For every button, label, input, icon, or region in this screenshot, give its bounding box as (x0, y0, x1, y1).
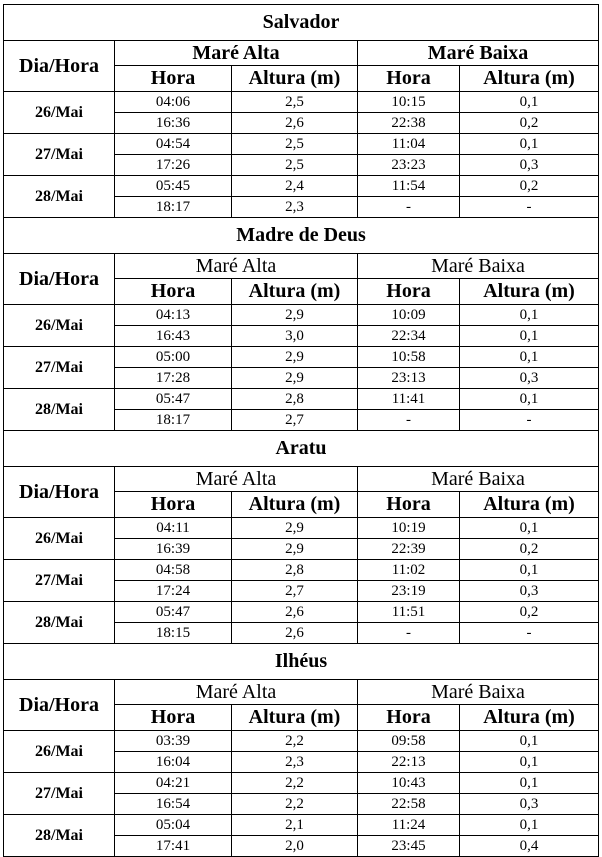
low-tide-time: 10:09 (358, 305, 460, 326)
low-tide-height: - (460, 623, 599, 644)
low-tide-time: 11:24 (358, 815, 460, 836)
low-tide-time: 11:02 (358, 560, 460, 581)
low-tide-time: 23:19 (358, 581, 460, 602)
high-tide-time: 04:06 (115, 92, 232, 113)
high-tide-time: 05:04 (115, 815, 232, 836)
mare-baixa-header: Maré Baixa (358, 41, 599, 66)
low-tide-time: 22:58 (358, 794, 460, 815)
low-tide-height: 0,1 (460, 389, 599, 410)
low-tide-height: 0,1 (460, 134, 599, 155)
low-tide-time: 23:45 (358, 836, 460, 857)
low-tide-height: - (460, 197, 599, 218)
section-title-row (4, 5, 599, 41)
altura-header: Altura (m) (460, 279, 599, 305)
high-tide-time: 04:11 (115, 518, 232, 539)
high-tide-height: 3,0 (232, 326, 358, 347)
mare-alta-header: Maré Alta (115, 254, 358, 279)
section-title-row (4, 218, 599, 254)
altura-header: Altura (m) (232, 705, 358, 731)
low-tide-height: 0,2 (460, 176, 599, 197)
tide-tables (3, 4, 599, 857)
section-title: Madre de Deus (4, 218, 599, 254)
high-tide-time: 18:17 (115, 197, 232, 218)
low-tide-height: 0,3 (460, 155, 599, 176)
section-title: Salvador (4, 5, 599, 41)
low-tide-time: 23:13 (358, 368, 460, 389)
high-tide-height: 2,9 (232, 518, 358, 539)
high-tide-height: 2,8 (232, 389, 358, 410)
low-tide-height: 0,4 (460, 836, 599, 857)
tide-table (3, 4, 599, 857)
mare-baixa-header: Maré Baixa (358, 254, 599, 279)
low-tide-height: 0,3 (460, 581, 599, 602)
high-tide-time: 18:15 (115, 623, 232, 644)
low-tide-time: - (358, 197, 460, 218)
high-tide-height: 2,6 (232, 113, 358, 134)
table-row (4, 389, 599, 410)
high-tide-time: 04:54 (115, 134, 232, 155)
high-tide-height: 2,5 (232, 155, 358, 176)
low-tide-height: 0,3 (460, 368, 599, 389)
section-title-row (4, 431, 599, 467)
dia-hora-header: Dia/Hora (4, 467, 115, 518)
mare-baixa-header: Maré Baixa (358, 680, 599, 705)
low-tide-time: 11:41 (358, 389, 460, 410)
altura-header: Altura (m) (460, 66, 599, 92)
table-row (4, 134, 599, 155)
low-tide-time: 22:34 (358, 326, 460, 347)
high-tide-height: 2,9 (232, 539, 358, 560)
day-cell: 26/Mai (4, 92, 115, 134)
mare-alta-header: Maré Alta (115, 680, 358, 705)
high-tide-height: 2,7 (232, 581, 358, 602)
low-tide-time: 22:39 (358, 539, 460, 560)
mare-alta-header: Maré Alta (115, 41, 358, 66)
section-title: Ilhéus (4, 644, 599, 680)
day-cell: 26/Mai (4, 731, 115, 773)
high-tide-height: 2,2 (232, 731, 358, 752)
day-cell: 27/Mai (4, 347, 115, 389)
hora-header: Hora (358, 66, 460, 92)
low-tide-time: 09:58 (358, 731, 460, 752)
high-tide-time: 16:54 (115, 794, 232, 815)
section-title-row (4, 644, 599, 680)
low-tide-height: 0,1 (460, 752, 599, 773)
table-row (4, 305, 599, 326)
high-tide-time: 05:47 (115, 602, 232, 623)
low-tide-height: 0,3 (460, 794, 599, 815)
high-tide-height: 2,8 (232, 560, 358, 581)
low-tide-height: 0,1 (460, 815, 599, 836)
table-row (4, 560, 599, 581)
high-tide-height: 2,9 (232, 305, 358, 326)
low-tide-height: 0,1 (460, 347, 599, 368)
hora-header: Hora (115, 279, 232, 305)
high-tide-height: 2,6 (232, 602, 358, 623)
low-tide-time: 22:13 (358, 752, 460, 773)
day-cell: 27/Mai (4, 560, 115, 602)
high-tide-height: 2,2 (232, 773, 358, 794)
table-row (4, 347, 599, 368)
low-tide-height: 0,1 (460, 92, 599, 113)
hora-header: Hora (115, 66, 232, 92)
low-tide-height: - (460, 410, 599, 431)
high-tide-time: 05:45 (115, 176, 232, 197)
low-tide-time: 10:43 (358, 773, 460, 794)
hora-header: Hora (115, 705, 232, 731)
high-tide-time: 05:47 (115, 389, 232, 410)
group-header-row (4, 254, 599, 279)
low-tide-height: 0,2 (460, 602, 599, 623)
low-tide-time: 10:15 (358, 92, 460, 113)
high-tide-height: 2,3 (232, 752, 358, 773)
hora-header: Hora (358, 705, 460, 731)
group-header-row (4, 41, 599, 66)
high-tide-time: 16:39 (115, 539, 232, 560)
mare-alta-header: Maré Alta (115, 467, 358, 492)
low-tide-height: 0,1 (460, 518, 599, 539)
high-tide-height: 2,9 (232, 347, 358, 368)
table-row (4, 518, 599, 539)
low-tide-height: 0,1 (460, 773, 599, 794)
low-tide-time: 22:38 (358, 113, 460, 134)
high-tide-height: 2,3 (232, 197, 358, 218)
altura-header: Altura (m) (460, 705, 599, 731)
table-row (4, 602, 599, 623)
high-tide-time: 18:17 (115, 410, 232, 431)
altura-header: Altura (m) (232, 66, 358, 92)
high-tide-height: 2,1 (232, 815, 358, 836)
low-tide-height: 0,1 (460, 731, 599, 752)
mare-baixa-header: Maré Baixa (358, 467, 599, 492)
high-tide-time: 16:04 (115, 752, 232, 773)
altura-header: Altura (m) (460, 492, 599, 518)
day-cell: 26/Mai (4, 305, 115, 347)
dia-hora-header: Dia/Hora (4, 680, 115, 731)
day-cell: 27/Mai (4, 773, 115, 815)
day-cell: 28/Mai (4, 389, 115, 431)
low-tide-height: 0,1 (460, 305, 599, 326)
altura-header: Altura (m) (232, 492, 358, 518)
high-tide-time: 05:00 (115, 347, 232, 368)
low-tide-height: 0,2 (460, 539, 599, 560)
low-tide-height: 0,1 (460, 560, 599, 581)
group-header-row (4, 467, 599, 492)
high-tide-time: 17:26 (115, 155, 232, 176)
low-tide-height: 0,2 (460, 113, 599, 134)
high-tide-height: 2,7 (232, 410, 358, 431)
low-tide-time: - (358, 623, 460, 644)
high-tide-time: 17:24 (115, 581, 232, 602)
high-tide-time: 04:58 (115, 560, 232, 581)
hora-header: Hora (358, 492, 460, 518)
high-tide-height: 2,9 (232, 368, 358, 389)
dia-hora-header: Dia/Hora (4, 254, 115, 305)
low-tide-time: 10:58 (358, 347, 460, 368)
low-tide-time: 11:51 (358, 602, 460, 623)
high-tide-height: 2,6 (232, 623, 358, 644)
hora-header: Hora (115, 492, 232, 518)
high-tide-time: 17:28 (115, 368, 232, 389)
group-header-row (4, 680, 599, 705)
day-cell: 26/Mai (4, 518, 115, 560)
high-tide-time: 04:13 (115, 305, 232, 326)
high-tide-time: 04:21 (115, 773, 232, 794)
high-tide-height: 2,0 (232, 836, 358, 857)
table-row (4, 176, 599, 197)
high-tide-height: 2,5 (232, 92, 358, 113)
table-row (4, 731, 599, 752)
day-cell: 28/Mai (4, 602, 115, 644)
high-tide-height: 2,5 (232, 134, 358, 155)
high-tide-height: 2,2 (232, 794, 358, 815)
hora-header: Hora (358, 279, 460, 305)
low-tide-time: 11:04 (358, 134, 460, 155)
table-row (4, 815, 599, 836)
day-cell: 27/Mai (4, 134, 115, 176)
altura-header: Altura (m) (232, 279, 358, 305)
table-row (4, 92, 599, 113)
low-tide-time: 10:19 (358, 518, 460, 539)
high-tide-time: 03:39 (115, 731, 232, 752)
table-row (4, 773, 599, 794)
high-tide-time: 17:41 (115, 836, 232, 857)
low-tide-height: 0,1 (460, 326, 599, 347)
low-tide-time: 23:23 (358, 155, 460, 176)
low-tide-time: 11:54 (358, 176, 460, 197)
low-tide-time: - (358, 410, 460, 431)
section-title: Aratu (4, 431, 599, 467)
day-cell: 28/Mai (4, 176, 115, 218)
tide-table-body (4, 5, 599, 857)
high-tide-time: 16:36 (115, 113, 232, 134)
high-tide-height: 2,4 (232, 176, 358, 197)
dia-hora-header: Dia/Hora (4, 41, 115, 92)
day-cell: 28/Mai (4, 815, 115, 857)
high-tide-time: 16:43 (115, 326, 232, 347)
